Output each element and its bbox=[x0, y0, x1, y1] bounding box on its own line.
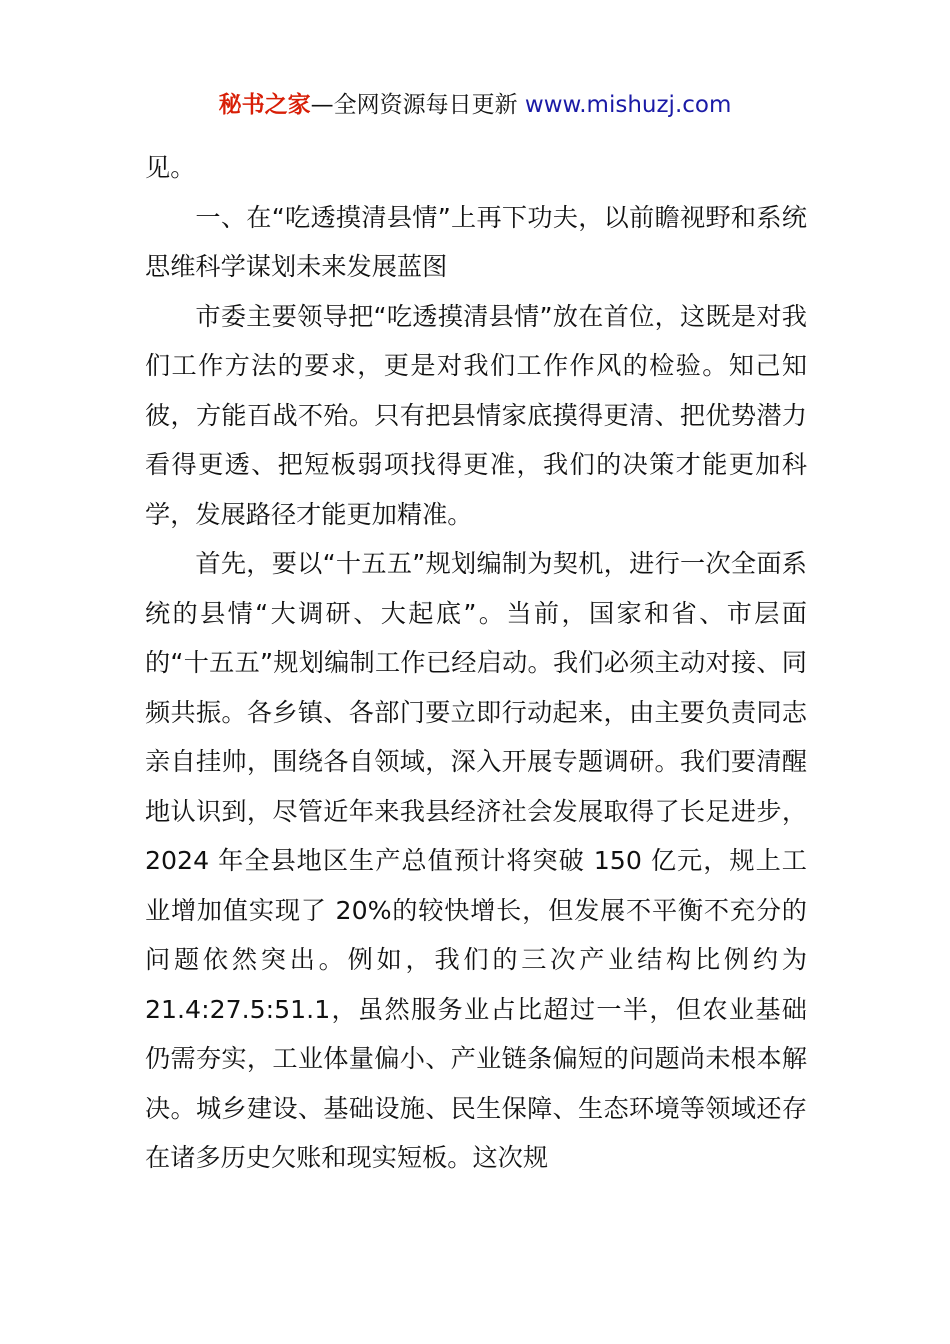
site-brand: 秘书之家 bbox=[218, 92, 311, 118]
paragraph: 首先，要以“十五五”规划编制为契机，进行一次全面系统的县情“大调研、大起底”。当前，国家和省、市层面的“十五五”规划编制工作已经启动。我们必须主动对接、同频共振。各乡镇、各部门要立即行动起来，由主要负责同志亲自挂帅，围绕各自领域，深入开展专题调研。我们要清醒地认识到，尽管近年来我县经济社会发展取得了长足进步，2024 年全县地区生产总值预计将突破 150 亿元，规上工业增加值实现了 20%的较快增长，但发展不平衡不充分的问题依然突出。例如，我们的三次产业结构比例约为 21.4:27.5:51.1，虽然服务业占比超过一半，但农业基础仍需夯实，工业体量偏小、产业链条偏短的问题尚未根本解决。城乡建设、基础设施、民生保障、生态环境等领域还存在诸多历史欠账和现实短板。这次规 bbox=[145, 549, 807, 1172]
document-body bbox=[145, 143, 807, 1183]
paragraph: 市委主要领导把“吃透摸清县情”放在首位，这既是对我们工作方法的要求，更是对我们工作作风的检验。知己知彼，方能百战不殆。只有把县情家底摸得更清、把优势潜力看得更透、把短板弱项找得更准，我们的决策才能更加科学，发展路径才能更加精准。 bbox=[145, 301, 807, 529]
site-header bbox=[0, 88, 950, 122]
paragraph-continuation: 见。 bbox=[145, 153, 196, 182]
site-url-link[interactable]: www.mishuzj.com bbox=[524, 92, 732, 118]
site-tagline: —全网资源每日更新 bbox=[310, 92, 525, 118]
section-heading: 一、在“吃透摸清县情”上再下功夫，以前瞻视野和系统思维科学谋划未来发展蓝图 bbox=[145, 202, 807, 281]
